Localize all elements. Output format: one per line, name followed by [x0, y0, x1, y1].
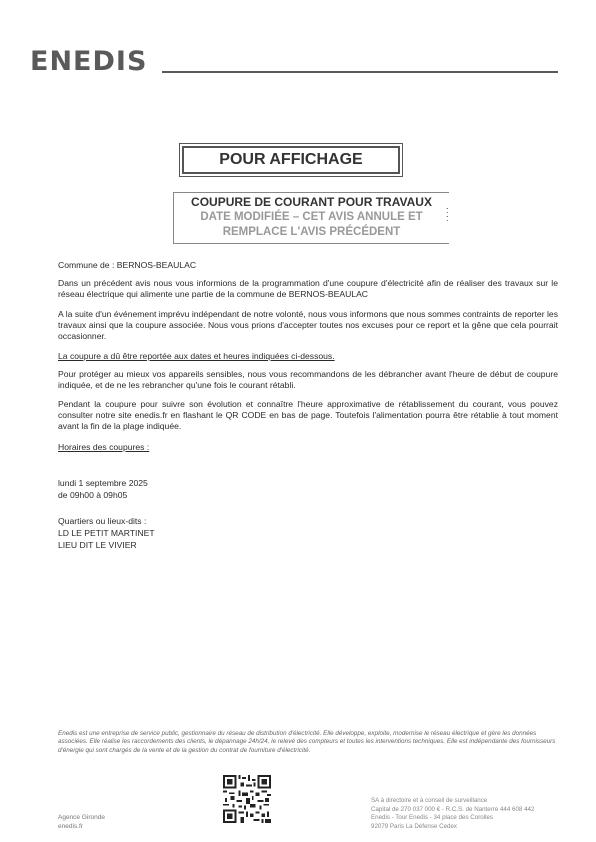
- footer-legal-text: Enedis est une entreprise de service public, gestionnaire du réseau de distribution d'électricité. Elle développe, exploite, modernise le réseau électrique et gère les données associées. Elle réalise les raccordements des clients, le dépannage 24h/24, le relevé des compteurs et toutes les interventions techniques. Elle est indépendante des fournisseurs d'énergie qui sont chargés de la vente et de la gestion du contrat de fourniture d'électricité.: [58, 730, 556, 754]
- paragraph-3: La coupure a dû être reportée aux dates et heures indiquées ci-dessous.: [58, 351, 335, 361]
- title-box: [182, 146, 400, 174]
- notice-line-1: DATE MODIFIÉE – CET AVIS ANNULE ET: [200, 211, 423, 223]
- agency-block: [58, 813, 105, 831]
- header-rule: [162, 71, 558, 73]
- place-1: LD LE PETIT MARTINET: [58, 528, 155, 538]
- paragraph-2: A la suite d'un événement imprévu indépendant de notre volonté, nous vous informons que nous sommes contraints de reporter les travaux ainsi que la coupure associée. Nous vous prions d'accepter toutes nos excuses pour ce report et la gêne que cela pourrait occasionner.: [58, 309, 558, 341]
- enedis-logo: [30, 47, 158, 77]
- quartiers-label: Quartiers ou lieux-dits :: [58, 516, 147, 526]
- agency-name: Agence Gironde: [58, 814, 105, 821]
- paragraph-1: Dans un précédent avis nous vous informions de la programmation d'une coupure d'électricité afin de réaliser des travaux sur le réseau électrique qui alimente une partie de la commune de BERNOS-BEAULAC: [58, 278, 558, 299]
- notice-box: [173, 192, 449, 244]
- page-title: POUR AFFICHAGE: [219, 151, 363, 168]
- paragraph-4: Pour protéger au mieux vos appareils sensibles, nous vous recommandons de les débrancher avant l'heure de début de coupure indiquée, et de ne les rebrancher qu'une fois le courant rétabli.: [58, 369, 558, 390]
- company-line-3: Enedis - Tour Enedis - 34 place des Corolles: [371, 814, 493, 822]
- company-line-1: SA à directoire et à conseil de surveillance: [371, 797, 488, 804]
- company-line-2: Capital de 270 037 000 € - R.C.S. de Nanterre 444 608 442: [371, 805, 535, 813]
- company-info: [371, 797, 534, 831]
- colon-mark: :: [446, 213, 449, 223]
- company-line-4: 92079 Paris La Défense Cedex: [371, 822, 457, 830]
- agency-site: enedis.fr: [58, 823, 83, 830]
- notice-line-2: REMPLACE L'AVIS PRÉCÉDENT: [222, 226, 401, 238]
- qr-code-icon[interactable]: [223, 775, 271, 823]
- paragraph-5: Pendant la coupure pour suivre son évolution et connaître l'heure approximative de rétablissement du courant, vous pouvez consulter notre site enedis.fr en flashant le QR CODE en bas de page. Toutefois l'alimentation pourra être rétablie à tout moment avant la fin de la plage indiquée.: [58, 399, 558, 431]
- place-2: LIEU DIT LE VIVIER: [58, 540, 137, 550]
- logo-text: ENEDIS: [30, 46, 148, 77]
- commune-line: Commune de : BERNOS-BEAULAC: [58, 260, 197, 270]
- colon-mark: :: [446, 205, 449, 215]
- notice-title: COUPURE DE COURANT POUR TRAVAUX: [191, 195, 432, 209]
- coupure-time: de 09h00 à 09h05: [58, 490, 128, 500]
- coupure-date: lundi 1 septembre 2025: [58, 478, 148, 488]
- horaires-label: Horaires des coupures :: [58, 442, 150, 452]
